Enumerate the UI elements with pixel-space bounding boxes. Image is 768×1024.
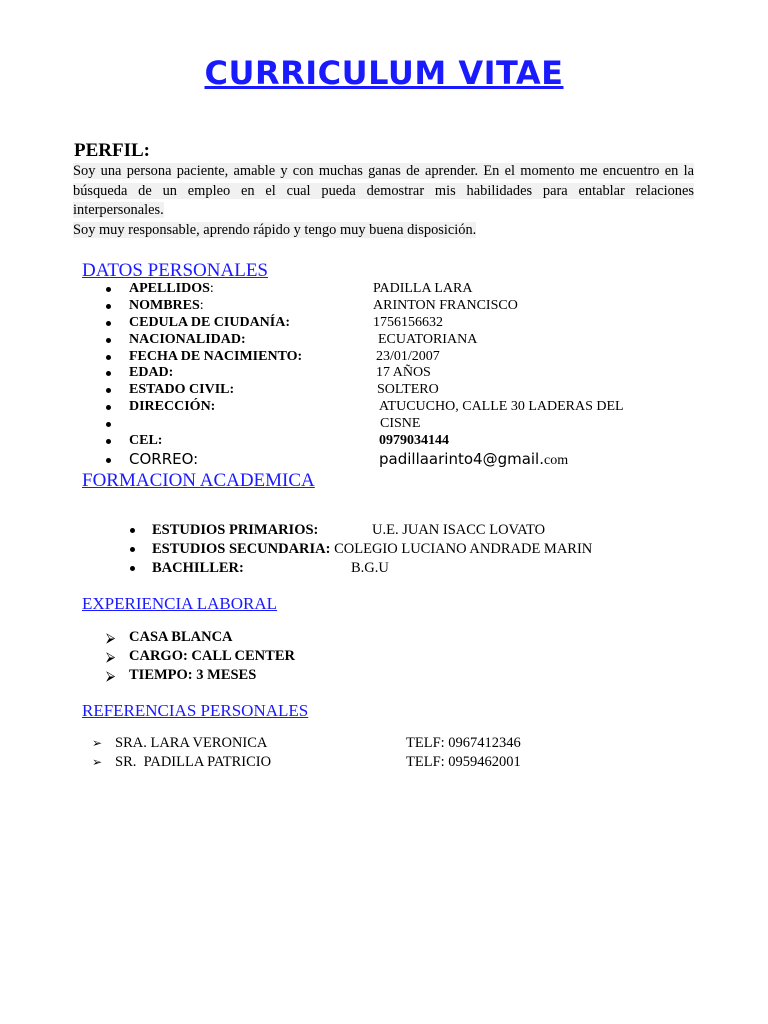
bullet-dot-icon [106, 439, 111, 444]
datos-value-direccion: ATUCUCHO, CALLE 30 LADERAS DEL [379, 399, 624, 414]
datos-label-correo: CORREO: [129, 450, 199, 468]
experiencia-item: CARGO: CALL CENTER [129, 648, 295, 664]
bullet-dot-icon [106, 304, 111, 309]
experiencia-item: TIEMPO: 3 MESES [129, 667, 257, 683]
datos-value-direccion-cont: CISNE [380, 416, 421, 431]
bullet-dot-icon [130, 547, 135, 552]
bullet-dot-icon [106, 371, 111, 376]
referencia-phone: TELF: 0967412346 [406, 735, 521, 751]
bullet-dot-icon [106, 388, 111, 393]
bullet-dot-icon [106, 458, 111, 463]
datos-value-edad: 17 AÑOS [376, 365, 431, 380]
arrow-bullet-icon: ➢ [92, 755, 103, 769]
arrow-bullet-icon: ➢ [92, 736, 103, 750]
bullet-dot-icon [130, 528, 135, 533]
referencia-phone: TELF: 0959462001 [406, 754, 521, 770]
formacion-value-primarios: U.E. JUAN ISACC LOVATO [372, 522, 546, 538]
datos-personales-title [82, 260, 420, 282]
datos-label-edad: EDAD: [129, 365, 174, 380]
datos-value-correo: padillaarinto4@gmail.com [379, 450, 569, 468]
bullet-dot-icon [106, 355, 111, 360]
datos-label-direccion: DIRECCIÓN: [129, 399, 216, 414]
formacion-academica-title: FORMACION ACADEMICA [82, 470, 315, 491]
datos-value-cedula: 1756156632 [373, 315, 443, 330]
datos-value-nombres: ARINTON FRANCISCO [373, 298, 518, 313]
perfil-paragraph-1: Soy una persona paciente, amable y con muchas ganas de aprender. En el momento me encuentro en la búsqueda de un empleo en el cual pueda demostrar mis habilidades para entablar relaciones interpersonales. [73, 163, 694, 218]
formacion-label-bachiller: BACHILLER: [152, 560, 244, 576]
datos-value-nacionalidad: ECUATORIANA [378, 332, 478, 347]
arrow-bullet-icon: ⮚ [106, 668, 116, 683]
datos-value-fecha-nacimiento: 23/01/2007 [376, 349, 440, 364]
referencia-name: SR. PADILLA PATRICIO [115, 754, 272, 770]
bullet-dot-icon [130, 566, 135, 571]
perfil-paragraph-2: Soy muy responsable, aprendo rápido y tengo muy buena disposición. [73, 221, 477, 238]
perfil-body [73, 162, 694, 240]
datos-label-nombres: NOMBRES: [129, 298, 204, 313]
bullet-dot-icon [106, 338, 111, 343]
bullet-dot-icon [106, 422, 111, 427]
experiencia-item: CASA BLANCA [129, 629, 233, 645]
datos-label-fecha-nacimiento: FECHA DE NACIMIENTO: [129, 349, 303, 364]
page-title: CURRICULUM VITAE [204, 54, 564, 92]
arrow-bullet-icon: ⮚ [106, 630, 116, 645]
datos-value-apellidos: PADILLA LARA [373, 281, 473, 296]
datos-label-nacionalidad: NACIONALIDAD: [129, 332, 246, 347]
referencias-personales-title: REFERENCIAS PERSONALES [82, 701, 309, 720]
arrow-bullet-icon: ⮚ [106, 649, 116, 664]
formacion-label-primarios: ESTUDIOS PRIMARIOS: [152, 522, 319, 538]
datos-label-apellidos: APELLIDOS: [129, 281, 214, 296]
datos-label-cel: CEL: [129, 433, 163, 448]
datos-personales-title-text: DATOS PERSONALES [82, 260, 268, 281]
bullet-dot-icon [106, 321, 111, 326]
datos-value-estado-civil: SOLTERO [377, 382, 439, 397]
referencia-name: SRA. LARA VERONICA [115, 735, 268, 751]
datos-label-cedula: CEDULA DE CIUDANÍA: [129, 315, 291, 330]
formacion-value-bachiller: B.G.U [351, 560, 389, 576]
datos-value-cel: 0979034144 [379, 433, 449, 448]
experiencia-laboral-title: EXPERIENCIA LABORAL [82, 594, 278, 613]
perfil-heading: PERFIL: [74, 140, 150, 161]
bullet-dot-icon [106, 287, 111, 292]
formacion-row-secundaria: ESTUDIOS SECUNDARIA: COLEGIO LUCIANO ANDRADE MARIN [152, 541, 593, 557]
bullet-dot-icon [106, 405, 111, 410]
datos-label-estado-civil: ESTADO CIVIL: [129, 382, 235, 397]
